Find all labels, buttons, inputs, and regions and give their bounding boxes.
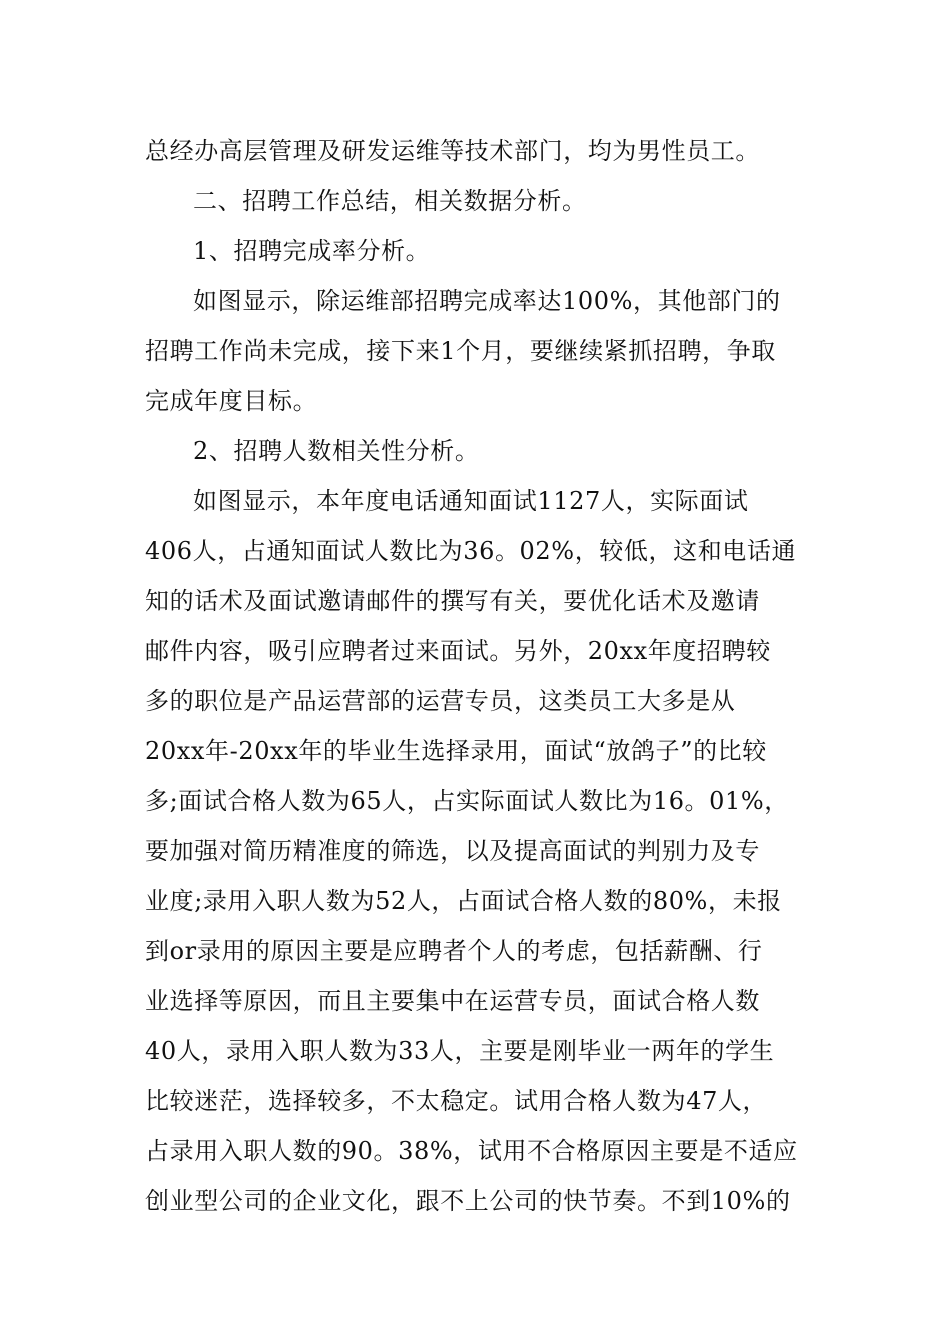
paragraph-line: 多;面试合格人数为65人，占实际面试人数比为16。01%， [145,787,789,815]
paragraph-line: 多的职位是产品运营部的运营专员，这类员工大多是从 [145,687,736,715]
paragraph-line: 40人，录用入职人数为33人，主要是刚毕业一两年的学生 [145,1037,775,1065]
paragraph-line: 406人，占通知面试人数比为36。02%，较低，这和电话通 [145,537,797,565]
paragraph-line: 如图显示，本年度电话通知面试1127人，实际面试 [193,487,749,515]
paragraph-line: 邮件内容，吸引应聘者过来面试。另外，20xx年度招聘较 [145,637,771,665]
subsection-heading-1: 1、招聘完成率分析。 [193,237,431,265]
section-heading: 二、招聘工作总结，相关数据分析。 [193,187,587,215]
paragraph-line: 20xx年-20xx年的毕业生选择录用，面试“放鸽子”的比较 [145,737,767,765]
paragraph-line: 知的话术及面试邀请邮件的撰写有关，要优化话术及邀请 [145,587,760,615]
paragraph-line: 完成年度目标。 [145,387,318,415]
paragraph-line: 比较迷茫，选择较多，不太稳定。试用合格人数为47人， [145,1087,768,1115]
paragraph-line: 业度;录用入职人数为52人，占面试合格人数的80%，未报 [145,887,782,915]
paragraph-line: 要加强对简历精准度的筛选，以及提高面试的判别力及专 [145,837,760,865]
paragraph-line: 到or录用的原因主要是应聘者个人的考虑，包括薪酬、行 [145,937,763,965]
paragraph-line: 创业型公司的企业文化，跟不上公司的快节奏。不到10%的 [145,1187,791,1215]
paragraph-line: 业选择等原因，而且主要集中在运营专员，面试合格人数 [145,987,760,1015]
paragraph-line: 占录用入职人数的90。38%，试用不合格原因主要是不适应 [145,1137,798,1165]
paragraph-line: 招聘工作尚未完成，接下来1个月，要继续紧抓招聘，争取 [145,337,776,365]
paragraph-line: 如图显示，除运维部招聘完成率达100%，其他部门的 [193,287,781,315]
text-line-1: 总经办高层管理及研发运维等技术部门，均为男性员工。 [145,137,760,165]
subsection-heading-2: 2、招聘人数相关性分析。 [193,437,480,465]
